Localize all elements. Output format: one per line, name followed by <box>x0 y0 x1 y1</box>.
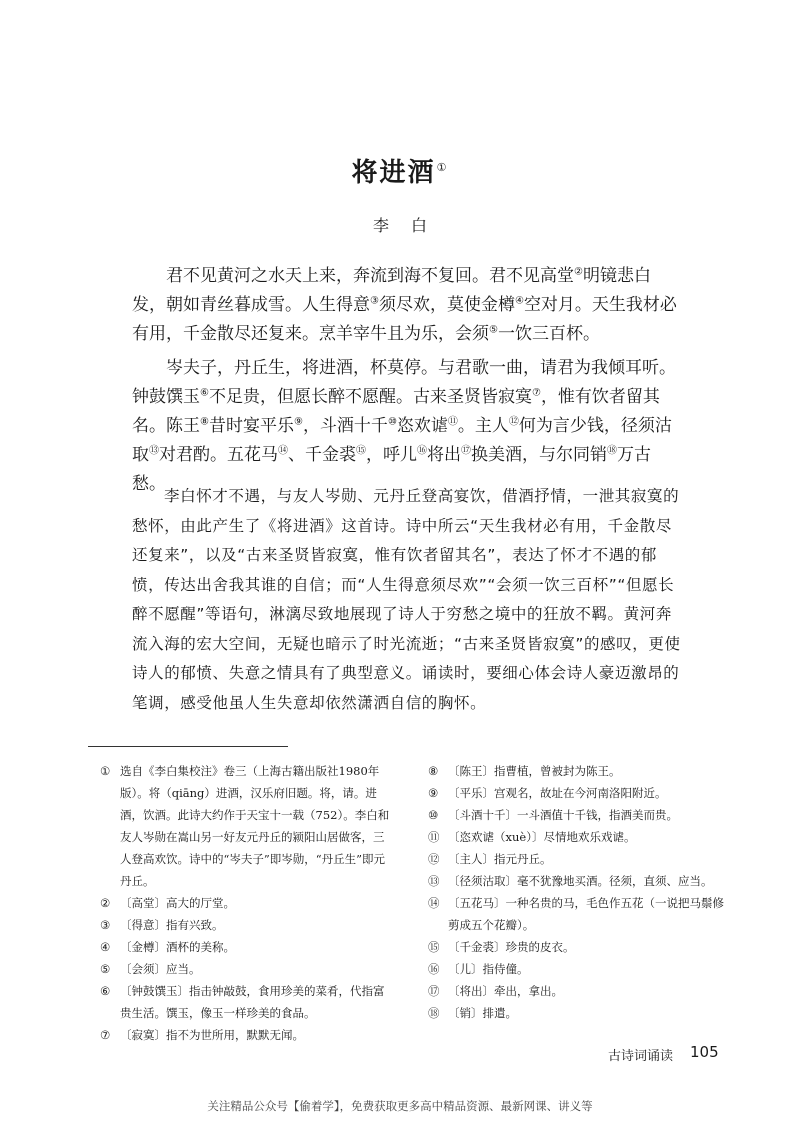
footnote-number: ⑫ <box>428 852 440 866</box>
footnote-mark: ⑯ <box>417 445 427 457</box>
footnote-number: ④ <box>100 940 111 954</box>
title-note-mark: ① <box>436 161 449 175</box>
footnote-mark: ⑱ <box>607 445 617 457</box>
footnote-number: ⑮ <box>428 940 440 954</box>
footnote-number: ⑤ <box>100 962 111 976</box>
footnote-item <box>428 804 728 826</box>
poem-text: ，惟有饮者留其名。陈王 <box>132 387 660 436</box>
footnote-number: ⑩ <box>428 808 439 822</box>
footnote-text: 〔平乐〕宫观名，故址在今河南洛阳附近。 <box>448 786 667 800</box>
poem-text: 对君酌。五花马 <box>159 445 278 465</box>
footnote-number: ② <box>100 896 111 910</box>
footnote-number: ⑪ <box>428 830 440 844</box>
poem-text: 万古愁。 <box>132 445 651 494</box>
footnote-item <box>100 1024 392 1046</box>
footnote-item <box>428 782 728 804</box>
footnote-text: 〔径须沽取〕毫不犹豫地买酒。径须，直须、应当。 <box>448 874 713 888</box>
footnote-number: ⑬ <box>428 874 440 888</box>
footnote-mark: ⑥ <box>200 387 209 399</box>
poem-text: 将出 <box>427 445 461 465</box>
footnote-item <box>428 760 728 782</box>
footnote-item <box>428 1002 728 1024</box>
footnote-text: 〔斗酒十千〕一斗酒值十千钱，指酒美而贵。 <box>448 808 678 822</box>
footnote-item <box>100 760 392 892</box>
poem-text: 须尽欢，莫使金樽 <box>378 295 515 315</box>
footnote-mark: ⑭ <box>278 445 288 457</box>
footnote-number: ⑧ <box>428 764 439 778</box>
footnote-text: 〔将出〕牵出，拿出。 <box>448 984 563 998</box>
footnote-text: 〔寂寞〕指不为世所用，默默无闻。 <box>120 1028 304 1042</box>
poem-text: 昔时宴平乐 <box>208 416 294 436</box>
footnote-text: 〔钟鼓馔玉〕指击钟敲鼓，食用珍美的菜肴，代指富贵生活。馔玉，像玉一样珍美的食品。 <box>120 984 385 1020</box>
footnote-mark: ③ <box>370 295 379 307</box>
footnote-text: 〔儿〕指侍僮。 <box>448 962 529 976</box>
footnote-number: ① <box>100 764 111 778</box>
footnote-item <box>100 914 392 936</box>
section-name: 古诗词诵读 <box>608 1049 674 1064</box>
poem-body <box>132 262 682 499</box>
footnotes-left <box>100 760 392 1046</box>
poem-text: 明镜悲白发，朝如青丝暮成雪。人生得意 <box>132 266 651 315</box>
poem-text: 。主人 <box>457 416 509 436</box>
commentary <box>132 482 682 718</box>
footnote-item <box>100 892 392 914</box>
footnote-number: ⑦ <box>100 1028 111 1042</box>
footnote-mark: ⑫ <box>508 416 519 428</box>
footnote-text: 〔陈王〕指曹植，曾被封为陈王。 <box>448 764 621 778</box>
poem-title <box>0 152 800 189</box>
poem-text: 岑夫子，丹丘生，将进酒，杯莫停。与君歌一曲，请君为我倾耳听。钟鼓馔玉 <box>132 358 676 407</box>
poem-text: 空对月。天生我材必有用，千金散尽还复来。烹羊宰牛且为乐，会须 <box>132 295 677 344</box>
footnote-number: ⑰ <box>428 984 440 998</box>
footnote-item <box>428 848 728 870</box>
footnote-mark: ⑧ <box>200 416 209 428</box>
poem-text: ，斗酒十千 <box>302 416 388 436</box>
footnote-text: 〔高堂〕高大的厅堂。 <box>120 896 235 910</box>
footnote-number: ⑯ <box>428 962 440 976</box>
poem-text: 换美酒，与尔同销 <box>471 445 607 465</box>
footnote-mark: ⑤ <box>489 324 498 336</box>
footnote-item <box>100 936 392 958</box>
footnote-mark: ⑰ <box>461 445 471 457</box>
footnote-text: 〔五花马〕一种名贵的马，毛色作五花（一说把马鬃修剪成五个花瓣）。 <box>448 896 724 932</box>
poem-paragraph <box>132 354 682 499</box>
footnote-text: 选自《李白集校注》卷三（上海古籍出版社1980年版）。将（qiāng）进酒，汉乐府旧题。将，请。进酒，饮酒。此诗大约作于天宝十一载（752）。李白和友人岑勋在嵩山另一好友元丹丘的颍阳山居做客，三人登高欢饮。诗中的“岑夫子”即岑勋，“丹丘生”即元丹丘。 <box>120 764 390 888</box>
footnote-item <box>100 958 392 980</box>
footnote-mark: ⑩ <box>387 416 397 428</box>
footnote-number: ⑥ <box>100 984 111 998</box>
footnote-divider <box>88 746 288 747</box>
footnote-number: ③ <box>100 918 111 932</box>
author: 李白 <box>372 216 449 235</box>
footnote-mark: ⑮ <box>356 445 366 457</box>
footnote-mark: ④ <box>514 295 524 307</box>
footnote-mark: ⑦ <box>531 387 541 399</box>
footnote-item <box>428 826 728 848</box>
poem-text: 君不见黄河之水天上来，奔流到海不复回。君不见高堂 <box>166 266 574 286</box>
footnote-text: 〔主人〕指元丹丘。 <box>448 852 552 866</box>
footnote-mark: ⑬ <box>149 445 159 457</box>
footnotes-right <box>428 760 728 1024</box>
footnote-text: 〔得意〕指有兴致。 <box>120 918 224 932</box>
footnote-text: 〔会须〕应当。 <box>120 962 201 976</box>
footnote-item <box>428 870 728 892</box>
footnote-number: ⑭ <box>428 896 440 910</box>
footnote-mark: ⑪ <box>447 416 458 428</box>
poem-text: ，呼儿 <box>366 445 417 465</box>
footnote-item <box>428 980 728 1002</box>
poem-text: 何为言少钱，径须沽取 <box>132 416 672 465</box>
poem-title-text: 将进酒 <box>351 158 436 188</box>
poem-text: 不足贵，但愿长醉不愿醒。古来圣贤皆寂寞 <box>208 387 532 407</box>
footnote-number: ⑱ <box>428 1006 440 1020</box>
footnote-item <box>428 936 728 958</box>
footnote-item <box>100 980 392 1024</box>
poem-paragraph <box>132 262 682 349</box>
promo-banner: 关注精品公众号【偷着学】，免费获取更多高中精品资源、最新网课、讲义等 <box>207 1099 593 1113</box>
footnote-item <box>428 958 728 980</box>
footnote-text: 〔恣欢谑（xuè）〕尽情地欢乐戏谑。 <box>448 830 636 844</box>
poem-text: 恣欢谑 <box>396 416 448 436</box>
footnote-item <box>428 892 728 936</box>
commentary-paragraph: 李白怀才不遇，与友人岑勋、元丹丘登高宴饮，借酒抒情，一泄其寂寞的愁怀，由此产生了《将进酒》这首诗。诗中所云“天生我材必有用，千金散尽还复来”，以及“古来圣贤皆寂寞，惟有饮者留其名”，表达了怀才不遇的郁愤，传达出舍我其谁的自信；而“人生得意须尽欢”“会须一饮三百杯”“但愿长醉不愿醒”等语句，淋漓尽致地展现了诗人于穷愁之境中的狂放不羁。黄河奔流入海的宏大空间，无疑也暗示了时光流逝；“古来圣贤皆寂寞”的感叹，更使诗人的郁愤、失意之情具有了典型意义。诵读时，要细心体会诗人豪迈激昂的笔调，感受他虽人生失意却依然潇洒自信的胸怀。 <box>132 487 681 712</box>
poem-text: 一饮三百杯。 <box>497 324 600 344</box>
footnote-number: ⑨ <box>428 786 439 800</box>
footnote-mark: ② <box>574 266 583 278</box>
footnote-mark: ⑨ <box>293 416 303 428</box>
footnote-text: 〔销〕排遣。 <box>448 1006 517 1020</box>
footnote-text: 〔千金裘〕珍贵的皮衣。 <box>448 940 575 954</box>
poem-text: 、千金裘 <box>288 445 356 465</box>
page-number: 105 <box>690 1043 719 1061</box>
footnote-text: 〔金樽〕酒杯的美称。 <box>120 940 235 954</box>
